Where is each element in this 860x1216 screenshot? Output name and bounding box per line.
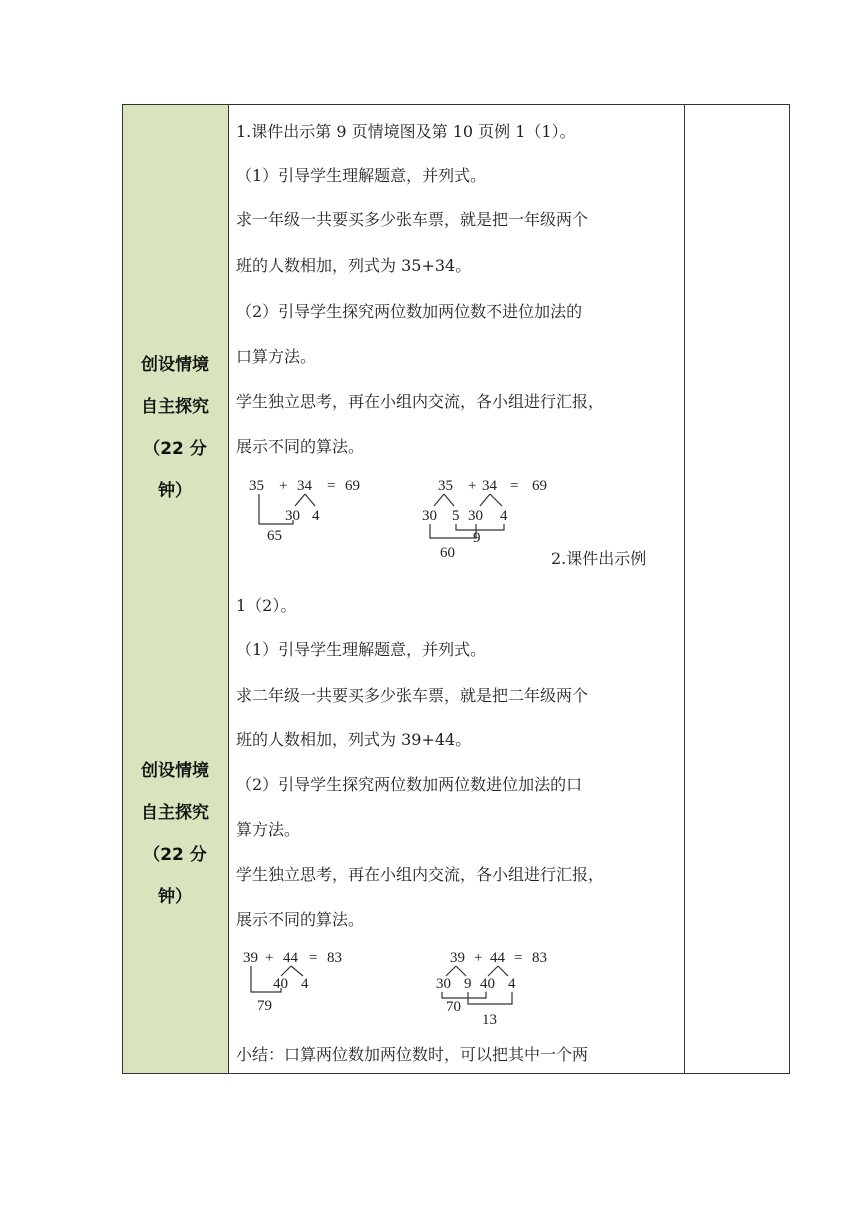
diagram-number: 30 bbox=[436, 976, 451, 992]
stage-label-line: 创设情境 bbox=[141, 355, 209, 375]
diagram-number: 30 bbox=[285, 508, 300, 524]
diagram-number: 79 bbox=[257, 998, 272, 1014]
content-line: 求二年级一共要买多少张车票，就是把二年级两个 bbox=[236, 686, 589, 705]
diagram-operator: + bbox=[468, 478, 477, 494]
diagram-number: 4 bbox=[500, 508, 508, 524]
diagram-number: 69 bbox=[532, 478, 547, 494]
split-lines bbox=[480, 494, 502, 506]
diagram-number: 83 bbox=[532, 950, 547, 966]
stage-label-line: 自主探究 bbox=[141, 397, 209, 417]
content-line: 班的人数相加，列式为 39+44。 bbox=[236, 730, 472, 749]
content-line: 展示不同的算法。 bbox=[236, 437, 365, 456]
diagram-operator: = bbox=[327, 478, 336, 494]
diagram-number: 40 bbox=[273, 976, 288, 992]
diagram-number: 4 bbox=[508, 976, 516, 992]
stage-label-line: （22 分 bbox=[143, 845, 207, 865]
calc-diagram-1 bbox=[245, 474, 385, 546]
diagram-number: 9 bbox=[464, 976, 472, 992]
notes-column-divider bbox=[684, 105, 685, 1073]
diagram-number: 4 bbox=[312, 508, 320, 524]
bracket-line bbox=[442, 992, 486, 998]
content-line: 班的人数相加，列式为 35+34。 bbox=[236, 256, 472, 275]
diagram-number: 39 bbox=[243, 950, 258, 966]
content-line: 求一年级一共要买多少张车票，就是把一年级两个 bbox=[236, 210, 589, 229]
stage-label-line: 钟） bbox=[158, 887, 192, 907]
content-line: 2.课件出示例 bbox=[551, 549, 647, 568]
stage-label-2 bbox=[122, 750, 228, 918]
stage-label-line: 创设情境 bbox=[141, 761, 209, 781]
stage-label-line: 自主探究 bbox=[141, 803, 209, 823]
diagram-operator: = bbox=[510, 478, 519, 494]
stage-label-1 bbox=[122, 344, 228, 512]
diagram-number: 44 bbox=[490, 950, 505, 966]
diagram-operator: + bbox=[474, 950, 483, 966]
stage-label-line: 钟） bbox=[158, 481, 192, 501]
diagram-operator: = bbox=[309, 950, 318, 966]
stage-column bbox=[123, 105, 229, 1073]
diagram-number: 35 bbox=[438, 478, 453, 494]
content-line: 学生独立思考，再在小组内交流，各小组进行汇报， bbox=[236, 392, 605, 411]
diagram-number: 5 bbox=[452, 508, 460, 524]
diagram-number: 40 bbox=[480, 976, 495, 992]
diagram-number: 65 bbox=[267, 528, 282, 544]
calc-diagram-3 bbox=[241, 948, 361, 1014]
diagram-operator: + bbox=[265, 950, 274, 966]
content-line: 算方法。 bbox=[236, 820, 301, 839]
bracket-line bbox=[430, 524, 476, 538]
split-lines bbox=[281, 966, 303, 976]
diagram-number: 83 bbox=[327, 950, 342, 966]
content-line: （1）引导学生理解题意，并列式。 bbox=[236, 166, 487, 185]
content-line: 口算方法。 bbox=[236, 347, 317, 366]
diagram-number: 34 bbox=[297, 478, 312, 494]
content-line: 学生独立思考，再在小组内交流，各小组进行汇报， bbox=[236, 865, 605, 884]
diagram-number: 30 bbox=[422, 508, 437, 524]
stage-label-line: （22 分 bbox=[143, 439, 207, 459]
content-line: （2）引导学生探究两位数加两位数进位加法的口 bbox=[236, 775, 583, 794]
split-lines bbox=[446, 966, 466, 976]
split-lines bbox=[434, 494, 454, 506]
diagram-number: 30 bbox=[468, 508, 483, 524]
lesson-table bbox=[122, 104, 790, 1074]
split-lines bbox=[488, 966, 508, 976]
calc-diagram-2 bbox=[418, 474, 568, 564]
diagram-number: 34 bbox=[482, 478, 497, 494]
diagram-number: 70 bbox=[446, 999, 461, 1015]
diagram-operator: + bbox=[279, 478, 288, 494]
diagram-number: 69 bbox=[345, 478, 360, 494]
split-lines bbox=[295, 494, 315, 506]
content-line: 1（2）。 bbox=[236, 596, 297, 615]
diagram-number: 13 bbox=[482, 1012, 497, 1028]
content-line: 展示不同的算法。 bbox=[236, 910, 365, 929]
content-line: （2）引导学生探究两位数加两位数不进位加法的 bbox=[236, 302, 583, 321]
diagram-number: 9 bbox=[473, 530, 481, 546]
diagram-operator: = bbox=[514, 950, 523, 966]
diagram-number: 4 bbox=[301, 976, 309, 992]
diagram-number: 44 bbox=[283, 950, 298, 966]
diagram-number: 39 bbox=[450, 950, 465, 966]
diagram-number: 60 bbox=[440, 545, 455, 561]
content-line: 1.课件出示第 9 页情境图及第 10 页例 1（1）。 bbox=[236, 122, 576, 141]
diagram-number: 35 bbox=[249, 478, 264, 494]
calc-diagram-4 bbox=[432, 948, 562, 1028]
content-line: 小结：口算两位数加两位数时，可以把其中一个两 bbox=[236, 1045, 589, 1064]
content-line: （1）引导学生理解题意，并列式。 bbox=[236, 640, 487, 659]
